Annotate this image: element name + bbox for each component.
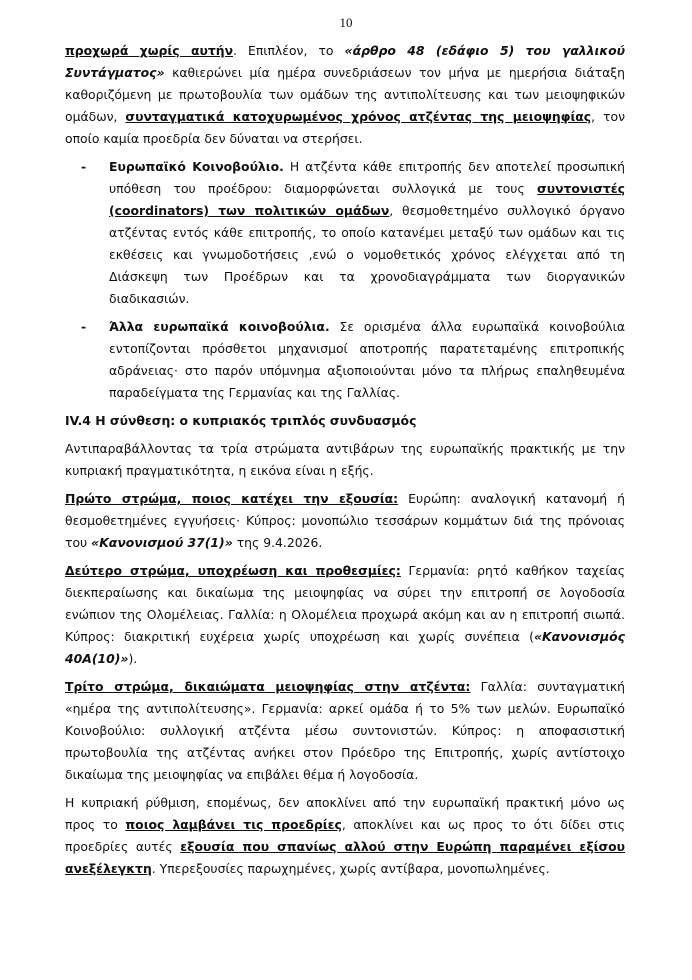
conclusion-emphasis-1: ποιος λαμβάνει τις προεδρίες [125,817,342,832]
layer-2-text-2: ). [128,651,138,666]
intro-emphasis-2: συνταγματικά κατοχυρωμένος χρόνος ατζέντας της μειοψηφίας [125,109,592,124]
page-body [65,40,625,886]
section-heading: IV.4 Η σύνθεση: ο κυπριακός τριπλός συνδυασμός [65,413,417,428]
bullet-dash: - [81,159,87,174]
layer-1-text-1: Ευρώπη: αναλογική κατανομή ή θεσμοθετημένες εγγυήσεις· Κύπρος: μονοπώλιο τεσσάρων κομμάτων διά της πρόνοιας του [65,491,625,550]
layer-1-label: Πρώτο στρώμα, ποιος κατέχει την εξουσία: [65,491,399,506]
intro-article-reference: «άρθρο 48 (εδάφιο 5) του γαλλικού Συντάγματος» [65,43,625,80]
intro-text-2: καθιερώνει μία ημέρα συνεδριάσεων τον μήνα με ημερήσια διάταξη καθοριζόμενη με πρωτοβουλία των ομάδων της αντιπολίτευσης και των μειοψηφικών ομάδων, [65,65,625,124]
layer-1-text-2: της 9.4.2026. [232,535,323,550]
layer-2-regulation-reference: «Κανονισμός 40Α(10)» [65,629,625,666]
bullet-text-1: Η ατζέντα κάθε επιτροπής δεν αποτελεί προσωπική υπόθεση του προέδρου: διαμορφώνεται συλλογικά με τους [109,159,625,196]
conclusion-paragraph [65,792,625,880]
bullet-text-1: Σε ορισμένα άλλα ευρωπαϊκά κοινοβούλια εντοπίζονται πρόσθετοι μηχανισμοί αποτροπής παρατεταμένης επιτροπικής αδράνειας· στο παρόν υπόμνημα αξιοποιούνται μόνο τα πλήρως επαληθευμένα παραδείγματα της Γερμανίας και της Γαλλίας. [109,319,625,400]
conclusion-emphasis-2: εξουσία που σπανίως αλλού στην Ευρώπη παραμένει εξίσου ανεξέλεγκτη [65,839,625,876]
bullet-emphasis: συντονιστές (coordinators) των πολιτικών ομάδων [109,181,625,218]
layer-3-paragraph [65,676,625,786]
bullet-paragraph [109,156,625,310]
intro-paragraph [65,40,625,150]
intro-emphasis-1: προχωρά χωρίς αυτήν [65,43,234,58]
bullet-dash: - [81,319,87,334]
conclusion-text-3: . Υπερεξουσίες παρωχημένες, χωρίς αντίβαρα, μονοπωλημένες. [151,861,550,876]
conclusion-text-2: , αποκλίνει και ως προς το ότι δίδει στις προεδρίες αυτές [65,817,625,854]
bullet-title: Ευρωπαϊκό Κοινοβούλιο. [109,159,284,174]
layer-1-paragraph [65,488,625,554]
bullet-title: Άλλα ευρωπαϊκά κοινοβούλια. [109,319,330,334]
layer-3-label: Τρίτο στρώμα, δικαιώματα μειοψηφίας στην ατζέντα: [65,679,471,694]
bullet-item-european-parliament [81,156,625,310]
layer-1-regulation-reference: «Κανονισμού 37(1)» [91,535,233,550]
bullet-text-2: , θεσμοθετημένο συλλογικό όργανο ατζέντας εντός κάθε επιτροπής, το οποίο κατανέμει μεταξύ των ομάδων και τις εκθέσεις και γνωμοδοτήσεις ,ενώ ο νομοθετικός χρόνος ελέγχεται από τη Διάσκεψη των Προέδρων και τα χρονοδιαγράμματα των διοργανικών διαδικασιών. [109,203,625,306]
intro-text-3: , τον οποίο καμία προεδρία δεν δύναται να στερήσει. [65,109,626,146]
comparison-paragraph: Αντιπαραβάλλοντας τα τρία στρώματα αντιβάρων της ευρωπαϊκής πρακτικής με την κυπριακή πραγματικότητα, η εικόνα είναι η εξής. [65,441,625,478]
bullet-item-other-parliaments [81,316,625,404]
page-number: 10 [339,15,353,30]
bullet-paragraph [109,316,625,404]
bullet-list [81,156,625,404]
intro-text-1: . Επιπλέον, το [233,43,345,58]
layer-2-text-1: Γερμανία: ρητό καθήκον ταχείας διεκπεραίωσης και δικαίωμα της μειοψηφίας να σύρει την επιτροπή σε λογοδοσία ενώπιον της Ολομέλειας. Γαλλία: η Ολομέλεια προχωρά ακόμη και αν η επιτροπή σιωπά. Κύπρος: διακριτική ευχέρεια χωρίς υποχρέωση και χωρίς συνέπεια ( [65,563,625,644]
conclusion-text-1: Η κυπριακή ρύθμιση, επομένως, δεν αποκλίνει από την ευρωπαϊκή πρακτική μόνο ως προς το [65,795,625,832]
layer-2-paragraph [65,560,625,670]
layer-2-label: Δεύτερο στρώμα, υποχρέωση και προθεσμίες: [65,563,401,578]
layer-3-text: Γαλλία: συνταγματική «ημέρα της αντιπολίτευσης». Γερμανία: αρκεί ομάδα ή το 5% των μελών. Ευρωπαϊκό Κοινοβούλιο: συλλογική ατζέντα μέσω συντονιστών. Κύπρος: η αποφασιστική πρωτοβουλία της ατζέντας ανήκει στον Πρόεδρο της Επιτροπής, χωρίς αντίστοιχο δικαίωμα της μειοψηφίας να επιβάλει θέμα ή λογοδοσία. [65,679,625,782]
